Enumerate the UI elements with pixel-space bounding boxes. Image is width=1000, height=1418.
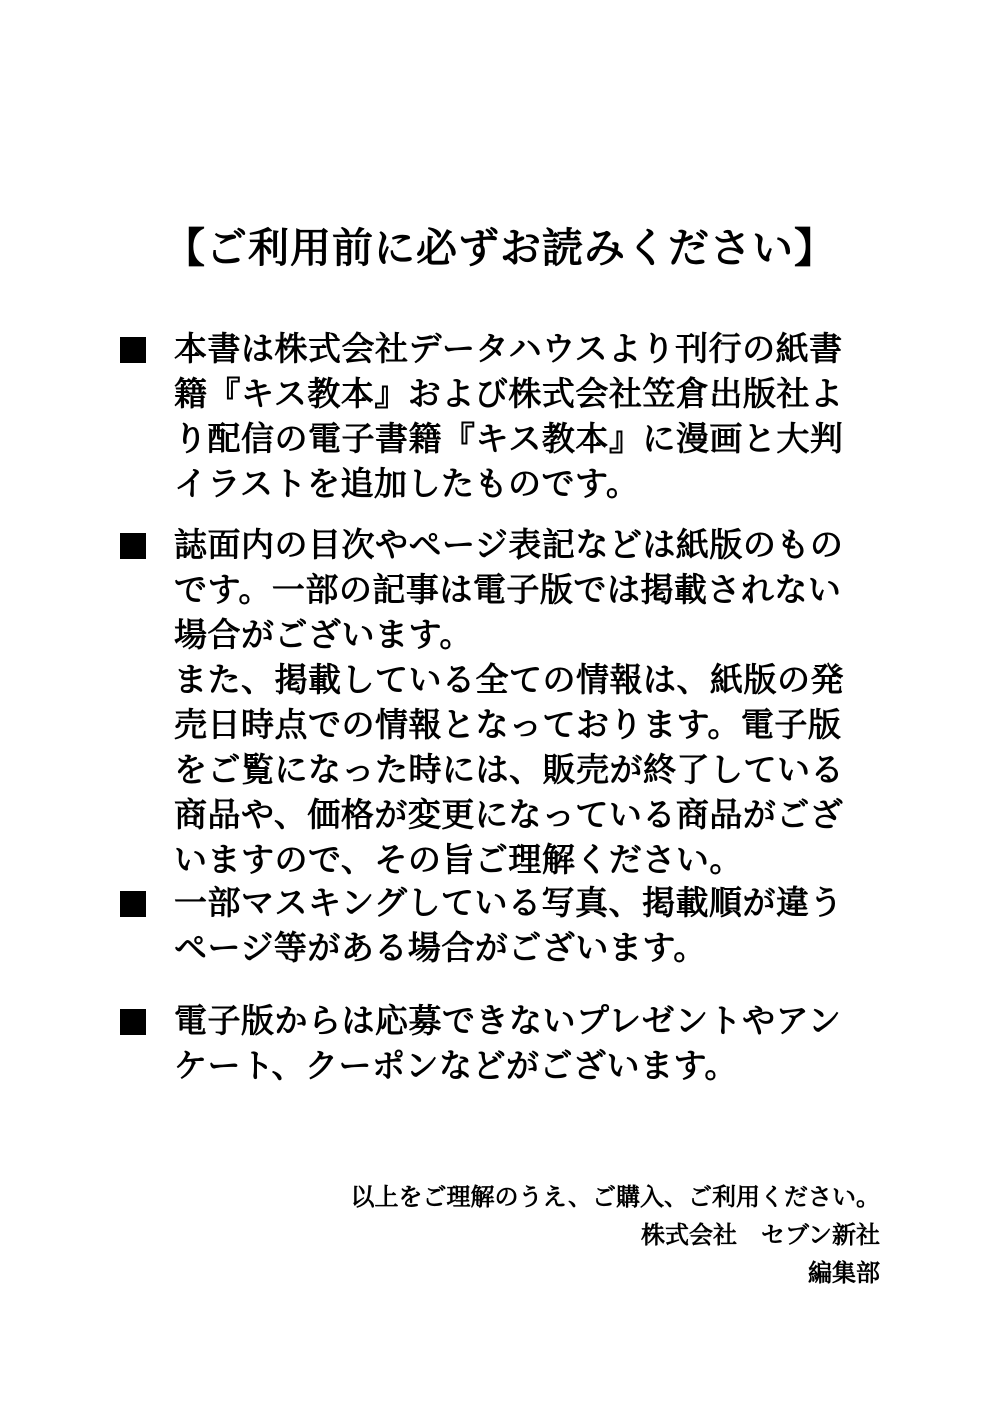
- notice-line: 誌面内の目次やページ表記などは紙版のもの: [174, 525, 844, 564]
- square-bullet-icon: [120, 1009, 146, 1035]
- square-bullet-icon: [120, 533, 146, 559]
- notice-line: ページ等がある場合がございます。: [174, 928, 707, 967]
- page-title: 【ご利用前に必ずお読みください】: [164, 224, 836, 272]
- notice-line: 電子版からは応募できないプレゼントやアン: [174, 1001, 842, 1040]
- notice-text: [174, 998, 886, 1088]
- notice-line: イラストを追加したものです。: [174, 464, 640, 503]
- notice-line: 一部マスキングしている写真、掲載順が違う: [174, 883, 844, 922]
- notice-line: いますので、その旨ご理解ください。: [174, 840, 743, 879]
- notice-line: 場合がございます。: [174, 615, 473, 654]
- notice-line: 本書は株式会社データハウスより刊行の紙書: [174, 329, 843, 368]
- notice-line: 籍『キス教本』および株式会社笠倉出版社よ: [174, 374, 844, 413]
- notice-line: 売日時点での情報となっております。電子版: [174, 705, 842, 744]
- notice-line: また、掲載している全ての情報は、紙版の発: [174, 660, 844, 699]
- notice-line: 商品や、価格が変更になっている商品がござ: [174, 795, 844, 834]
- square-bullet-icon: [120, 337, 146, 363]
- department-name: 編集部: [808, 1259, 880, 1287]
- notice-text: [174, 326, 886, 506]
- closing-text: 以上をご理解のうえ、ご購入、ご利用ください。: [350, 1183, 880, 1211]
- footer-signature: [351, 1178, 880, 1292]
- notice-text: [174, 522, 886, 882]
- notice-line: り配信の電子書籍『キス教本』に漫画と大判: [174, 419, 844, 458]
- notice-text: [174, 880, 886, 970]
- notice-line: をご覧になった時には、販売が終了している: [174, 750, 844, 789]
- notice-line: ケート、クーポンなどがございます。: [174, 1046, 738, 1085]
- square-bullet-icon: [120, 891, 146, 917]
- company-name: 株式会社 セブン新社: [640, 1221, 880, 1249]
- notice-line: です。一部の記事は電子版では掲載されない: [174, 570, 842, 609]
